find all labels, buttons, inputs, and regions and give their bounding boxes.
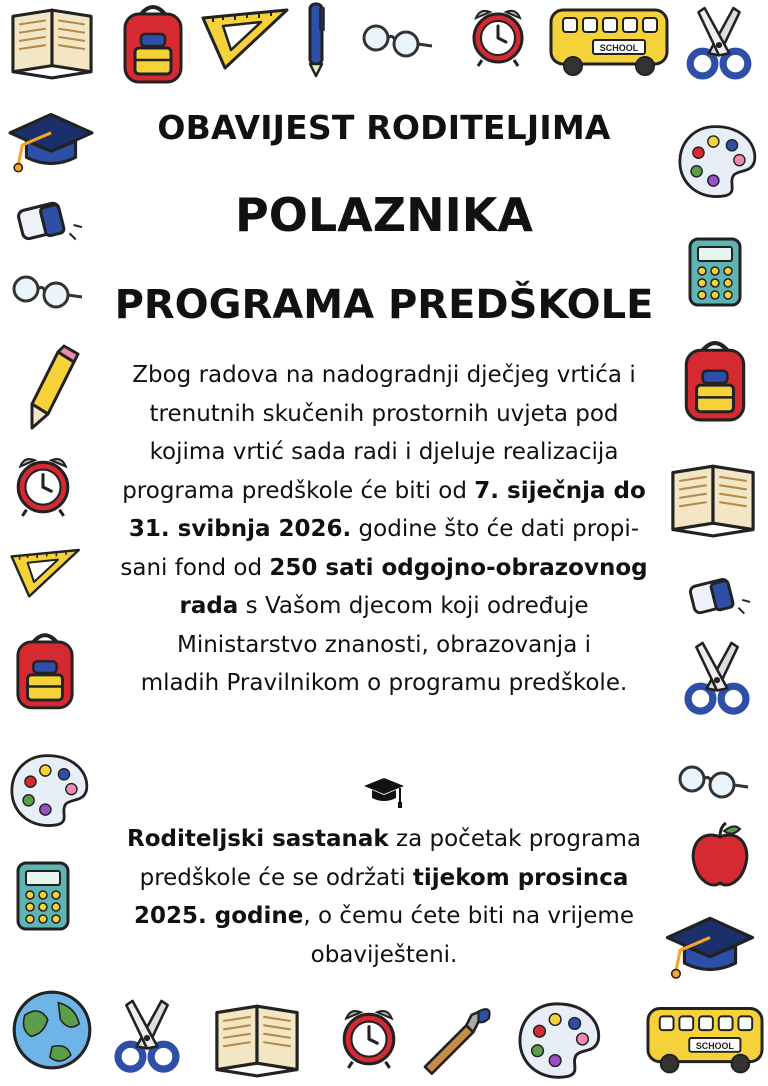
alarm-clock-icon — [468, 4, 528, 68]
backpack-icon — [14, 632, 76, 710]
paragraph-line — [100, 897, 668, 936]
graduation-cap-icon — [664, 912, 756, 978]
text-span: s Vašom djecom koji određuje — [238, 593, 589, 619]
graduation-cap-icon — [8, 108, 94, 172]
school-bus-icon — [548, 6, 670, 78]
backpack-icon — [682, 340, 748, 422]
paragraph-line — [100, 549, 668, 588]
text-span: za početak programa — [388, 826, 641, 852]
ruler-triangle-icon — [200, 8, 292, 72]
glasses-icon — [676, 760, 752, 804]
pencil-icon — [28, 344, 80, 430]
text-span: godine što će dati propi- — [351, 516, 640, 542]
calculator-icon — [14, 860, 72, 932]
text-span: programa predškole će biti od — [122, 477, 475, 504]
paragraph-line — [100, 472, 668, 511]
open-book-icon — [8, 6, 96, 80]
paragraph-line — [100, 510, 668, 549]
apple-icon — [690, 822, 750, 890]
notice-paragraph-2 — [100, 820, 668, 974]
paragraph-line: Ministarstvo znanosti, obrazovanja i — [177, 631, 591, 658]
paint-palette-icon — [678, 122, 758, 202]
paragraph-line: mladih Pravilnikom o programu predškole. — [140, 670, 628, 696]
open-book-icon — [212, 1002, 302, 1078]
paragraph-line — [100, 820, 668, 859]
paragraph-line: obaviješteni. — [310, 941, 458, 968]
end-date: 31. svibnja 2026. — [128, 516, 352, 542]
hours-fund-end: rada — [179, 593, 239, 619]
paint-palette-icon — [10, 752, 90, 830]
school-bus-icon — [646, 1004, 764, 1076]
notice-title-line-3: PROGRAMA PREDŠKOLE — [114, 282, 654, 328]
globe-icon — [10, 984, 94, 1076]
scissors-icon — [116, 998, 178, 1072]
alarm-clock-icon — [12, 452, 74, 518]
bus-label: SCHOOL — [599, 43, 639, 53]
paragraph-line: kojima vrtić sada radi i djeluje realizacija — [149, 439, 619, 465]
ruler-triangle-icon — [10, 548, 82, 600]
notice-paragraph-1 — [100, 356, 668, 703]
eraser-icon — [16, 198, 84, 248]
paragraph-line: trenutnih skučenih prostornih uvjeta pod — [149, 400, 619, 427]
eraser-icon — [688, 574, 752, 622]
glasses-icon — [10, 270, 86, 314]
glasses-icon — [360, 20, 436, 62]
alarm-clock-icon — [338, 1004, 400, 1070]
parents-meeting: Roditeljski sastanak — [127, 826, 389, 852]
text-span: sani fond od — [120, 554, 270, 581]
calculator-icon — [686, 236, 744, 308]
text-span: predškole će se održati — [139, 864, 413, 891]
notice-title-line-1: OBAVIJEST RODITELJIMA — [157, 108, 611, 147]
start-date: 7. siječnja do — [474, 477, 646, 504]
pen-icon — [303, 2, 329, 80]
notice-title-line-2: POLAZNIKA — [235, 188, 533, 242]
paragraph-line — [100, 587, 668, 626]
paragraph-line: Zbog radova na nadogradnji dječjeg vrtića i — [132, 362, 636, 388]
paint-palette-icon — [518, 1000, 602, 1082]
hours-fund: 250 sati odgojno-obrazovnog — [269, 554, 648, 581]
bus-label: SCHOOL — [695, 1040, 734, 1051]
graduation-cap-icon — [362, 774, 406, 814]
scissors-icon — [686, 640, 748, 714]
meeting-year: 2025. godine — [134, 903, 304, 929]
paragraph-line — [100, 859, 668, 898]
text-span: , o čemu ćete biti na vrijeme — [303, 903, 634, 929]
backpack-icon — [120, 4, 186, 84]
scissors-icon — [688, 6, 750, 78]
paintbrush-icon — [418, 1000, 494, 1080]
meeting-time: tijekom prosinca — [412, 864, 629, 891]
open-book-icon — [668, 462, 758, 538]
